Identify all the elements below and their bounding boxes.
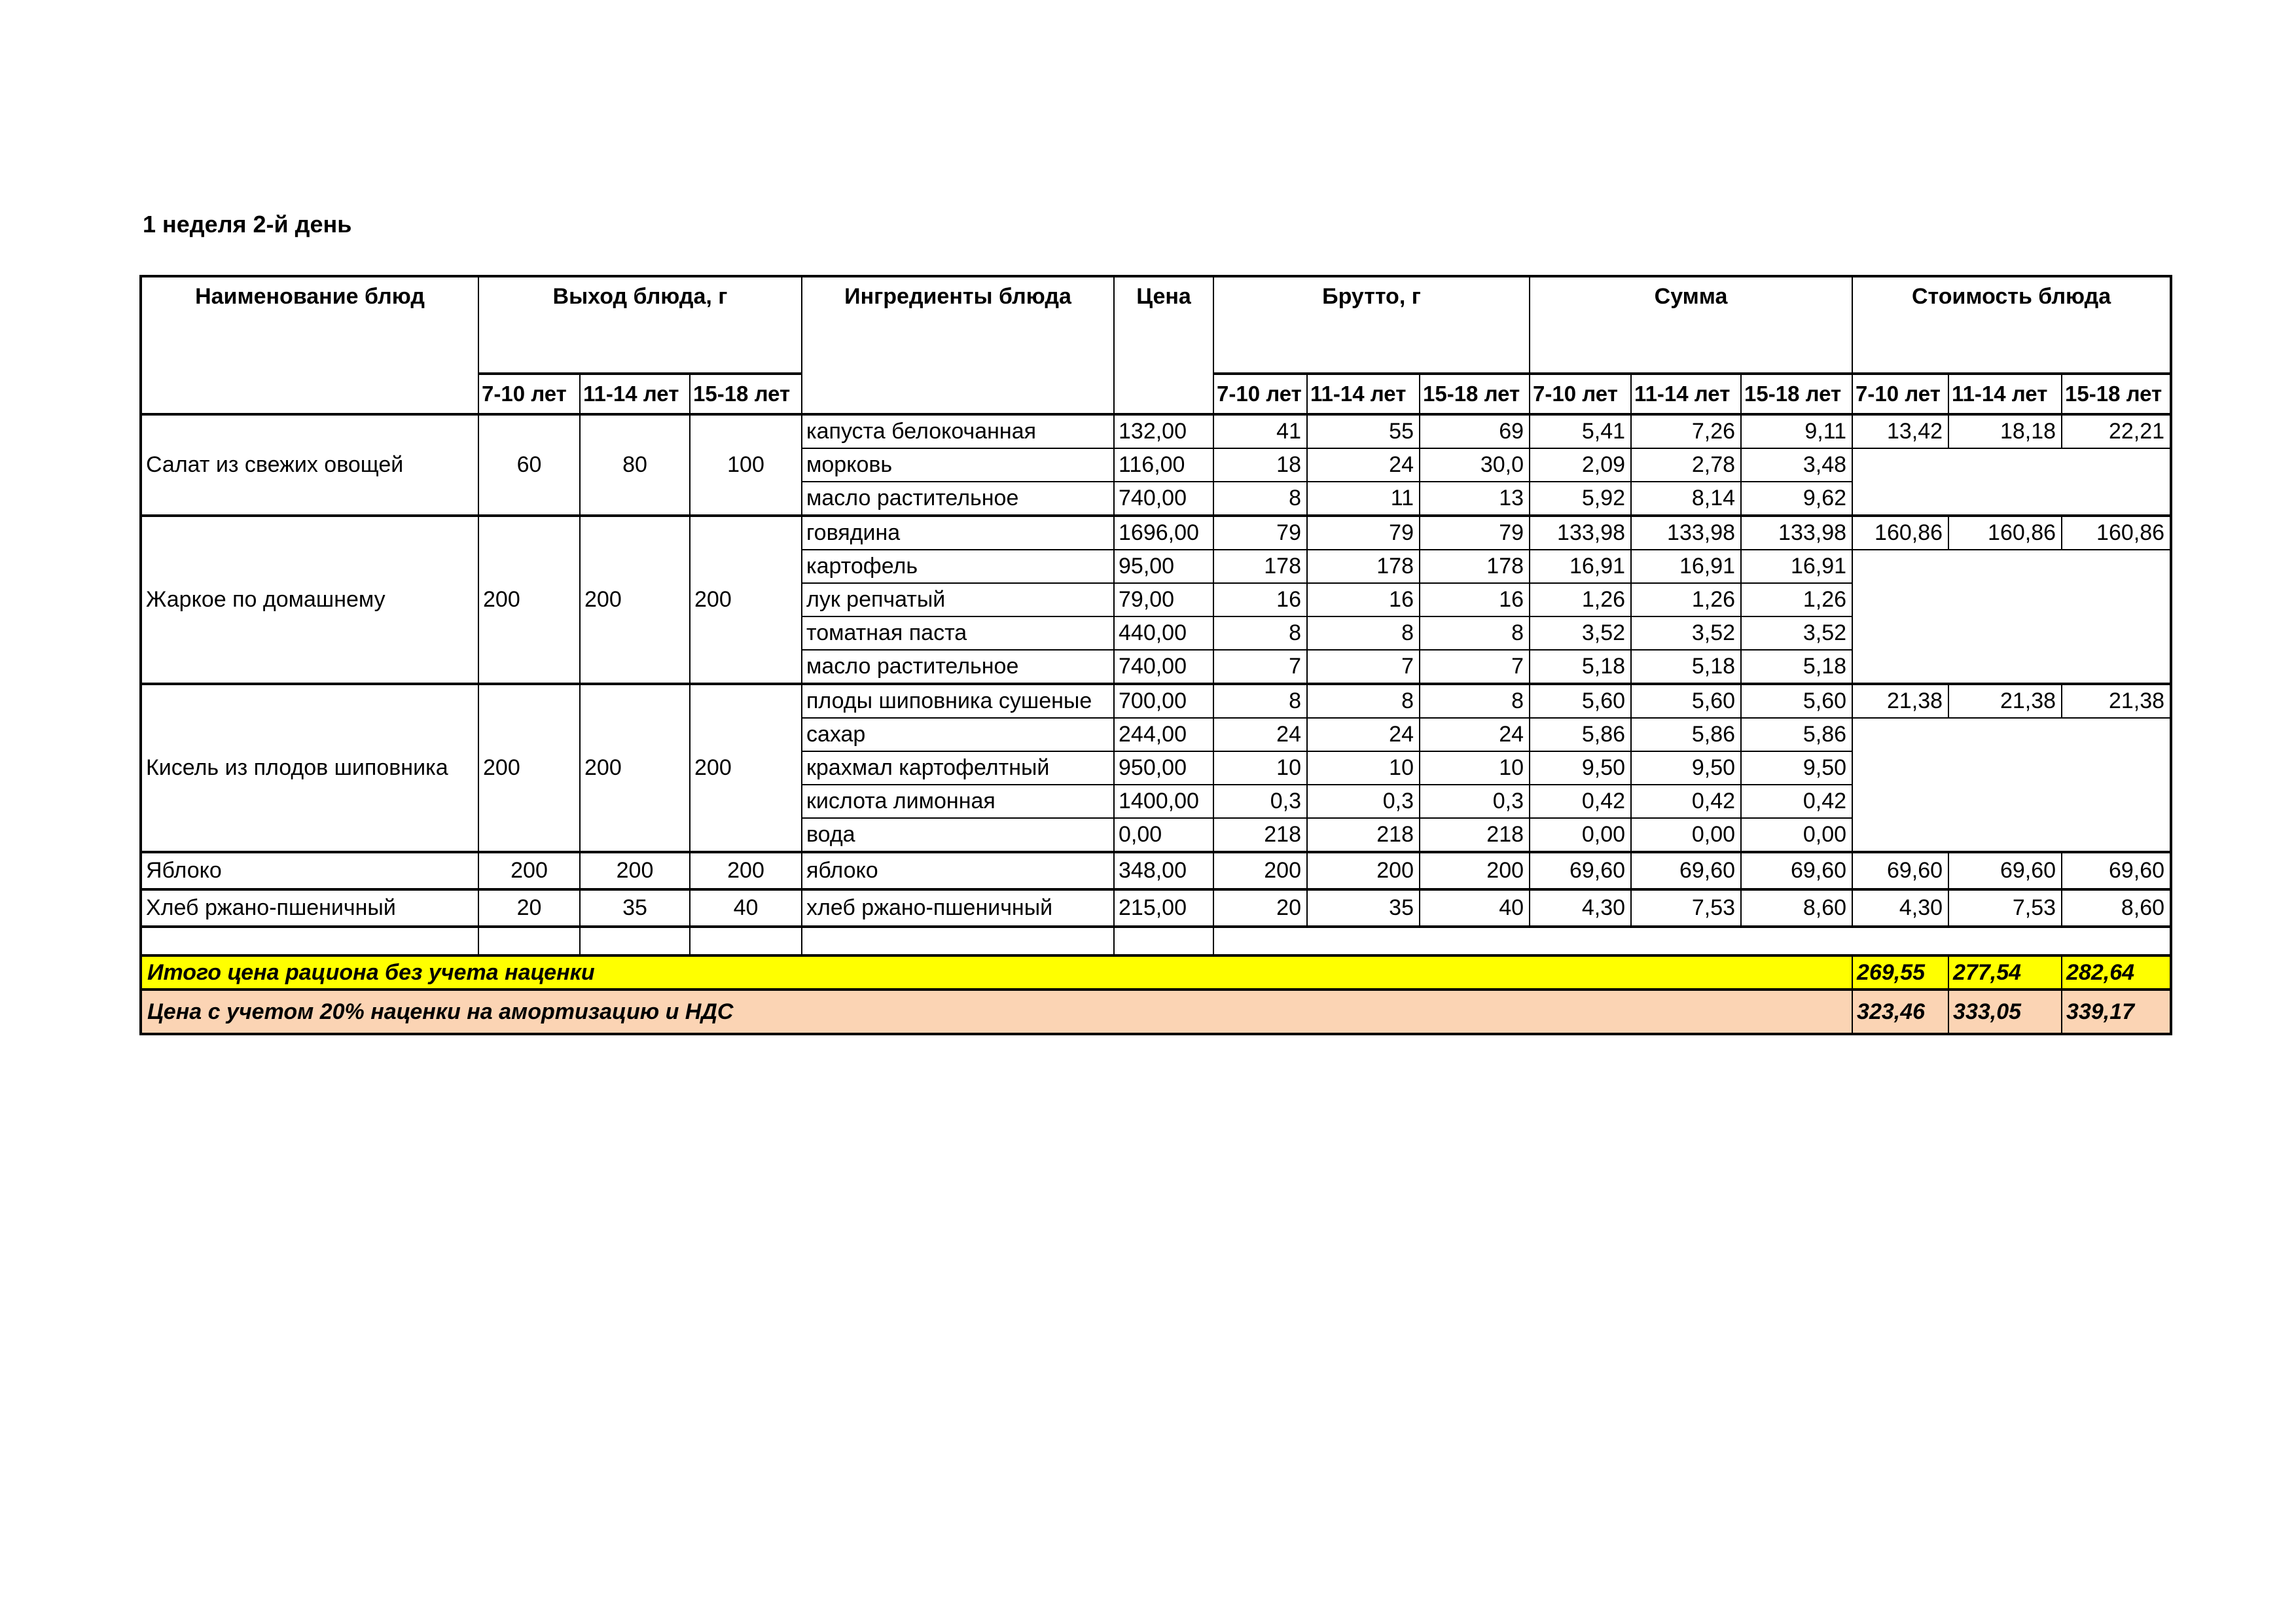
gross-value-cell: 7 (1307, 650, 1420, 684)
ingredient-name-cell: вода (802, 818, 1114, 852)
price-cell: 950,00 (1114, 751, 1213, 785)
total-row (141, 990, 2171, 1034)
gross-value-cell: 16 (1307, 583, 1420, 616)
ingredient-name-cell: томатная паста (802, 616, 1114, 650)
sum-value-cell: 9,50 (1631, 751, 1741, 785)
sum-value-cell: 1,26 (1530, 583, 1631, 616)
sum-value-cell: 1,26 (1741, 583, 1852, 616)
gross-value-cell: 16 (1420, 583, 1530, 616)
dish-name-cell: Жаркое по домашнему (141, 516, 478, 684)
total-value: 339,17 (2062, 990, 2171, 1034)
table-row (141, 516, 2171, 550)
gross-value-cell: 178 (1213, 550, 1307, 583)
gross-value-cell: 10 (1420, 751, 1530, 785)
header-gross: Брутто, г (1213, 276, 1530, 374)
gross-value-cell: 24 (1307, 448, 1420, 482)
header-price: Цена (1114, 276, 1213, 414)
sum-value-cell: 0,00 (1530, 818, 1631, 852)
price-cell: 132,00 (1114, 414, 1213, 448)
price-cell: 700,00 (1114, 684, 1213, 718)
sum-value-cell: 133,98 (1741, 516, 1852, 550)
header-ingredients: Ингредиенты блюда (802, 276, 1114, 414)
ingredient-name-cell: масло растительное (802, 650, 1114, 684)
sum-value-cell: 16,91 (1530, 550, 1631, 583)
gross-value-cell: 40 (1420, 889, 1530, 927)
price-cell: 116,00 (1114, 448, 1213, 482)
output-value-cell: 20 (478, 889, 580, 927)
price-cell: 1696,00 (1114, 516, 1213, 550)
gross-value-cell: 178 (1420, 550, 1530, 583)
output-value-cell: 40 (690, 889, 802, 927)
total-value: 323,46 (1852, 990, 1948, 1034)
total-row (141, 955, 2171, 990)
ingredient-name-cell: кислота лимонная (802, 785, 1114, 818)
header-row-groups (141, 276, 2171, 374)
output-value-cell: 200 (478, 852, 580, 889)
header-age-group: 15-18 лет (1741, 374, 1852, 414)
sum-value-cell: 5,86 (1631, 718, 1741, 751)
dish-name-cell: Хлеб ржано-пшеничный (141, 889, 478, 927)
ingredient-name-cell: яблоко (802, 852, 1114, 889)
output-value-cell: 200 (580, 852, 690, 889)
ingredient-name-cell: хлеб ржано-пшеничный (802, 889, 1114, 927)
header-age-group: 7-10 лет (1213, 374, 1307, 414)
header-age-group: 7-10 лет (478, 374, 580, 414)
gross-value-cell: 55 (1307, 414, 1420, 448)
menu-cost-table (139, 275, 2172, 1035)
price-cell: 1400,00 (1114, 785, 1213, 818)
gross-value-cell: 79 (1420, 516, 1530, 550)
output-value-cell: 60 (478, 414, 580, 516)
cost-value-cell: 21,38 (1852, 684, 1948, 718)
ingredient-name-cell: картофель (802, 550, 1114, 583)
total-value: 333,05 (1948, 990, 2062, 1034)
header-age-group: 7-10 лет (1852, 374, 1948, 414)
sum-value-cell: 5,86 (1741, 718, 1852, 751)
sum-value-cell: 8,60 (1741, 889, 1852, 927)
gross-value-cell: 8 (1307, 616, 1420, 650)
gross-value-cell: 218 (1420, 818, 1530, 852)
output-value-cell: 200 (690, 516, 802, 684)
sum-value-cell: 3,52 (1530, 616, 1631, 650)
sum-value-cell: 3,48 (1741, 448, 1852, 482)
output-value-cell: 100 (690, 414, 802, 516)
cost-empty-cell (1852, 718, 2171, 852)
header-age-group: 11-14 лет (580, 374, 690, 414)
output-value-cell: 200 (690, 852, 802, 889)
header-age-group: 7-10 лет (1530, 374, 1631, 414)
cost-value-cell: 7,53 (1948, 889, 2062, 927)
gross-value-cell: 0,3 (1420, 785, 1530, 818)
sum-value-cell: 69,60 (1530, 852, 1631, 889)
price-cell (1114, 927, 1213, 955)
gross-value-cell: 20 (1213, 889, 1307, 927)
gross-value-cell: 8 (1420, 684, 1530, 718)
total-label: Итого цена рациона без учета наценки (141, 955, 1852, 990)
price-cell: 740,00 (1114, 650, 1213, 684)
price-cell: 215,00 (1114, 889, 1213, 927)
sum-value-cell: 0,42 (1530, 785, 1631, 818)
gross-value-cell: 18 (1213, 448, 1307, 482)
gross-value-cell: 69 (1420, 414, 1530, 448)
cost-value-cell: 160,86 (2062, 516, 2171, 550)
output-value-cell: 35 (580, 889, 690, 927)
total-value: 282,64 (2062, 955, 2171, 990)
empty-merged-cell (1213, 927, 2171, 955)
cost-value-cell: 8,60 (2062, 889, 2171, 927)
gross-value-cell: 8 (1307, 684, 1420, 718)
dish-name-cell: Кисель из плодов шиповника (141, 684, 478, 852)
gross-value-cell: 8 (1213, 616, 1307, 650)
gross-value-cell: 24 (1420, 718, 1530, 751)
output-value-cell (690, 927, 802, 955)
sum-value-cell: 69,60 (1741, 852, 1852, 889)
sum-value-cell: 5,60 (1631, 684, 1741, 718)
sum-value-cell: 5,92 (1530, 482, 1631, 516)
sum-value-cell: 7,53 (1631, 889, 1741, 927)
ingredient-name-cell: сахар (802, 718, 1114, 751)
output-value-cell: 200 (690, 684, 802, 852)
gross-value-cell: 178 (1307, 550, 1420, 583)
gross-value-cell: 30,0 (1420, 448, 1530, 482)
cost-value-cell: 160,86 (1852, 516, 1948, 550)
price-cell: 0,00 (1114, 818, 1213, 852)
header-age-group: 15-18 лет (2062, 374, 2171, 414)
gross-value-cell: 8 (1213, 482, 1307, 516)
sum-value-cell: 2,09 (1530, 448, 1631, 482)
gross-value-cell: 0,3 (1213, 785, 1307, 818)
sum-value-cell: 3,52 (1741, 616, 1852, 650)
cost-value-cell: 13,42 (1852, 414, 1948, 448)
output-value-cell: 200 (580, 516, 690, 684)
price-cell: 95,00 (1114, 550, 1213, 583)
sum-value-cell: 69,60 (1631, 852, 1741, 889)
gross-value-cell: 7 (1213, 650, 1307, 684)
dish-name-cell: Салат из свежих овощей (141, 414, 478, 516)
gross-value-cell: 10 (1307, 751, 1420, 785)
cost-value-cell: 4,30 (1852, 889, 1948, 927)
sum-value-cell: 1,26 (1631, 583, 1741, 616)
sum-value-cell: 3,52 (1631, 616, 1741, 650)
sum-value-cell: 4,30 (1530, 889, 1631, 927)
dish-name-cell: Яблоко (141, 852, 478, 889)
sum-value-cell: 9,11 (1741, 414, 1852, 448)
cost-empty-cell (1852, 448, 2171, 516)
sum-value-cell: 0,42 (1741, 785, 1852, 818)
cost-empty-cell (1852, 550, 2171, 684)
sum-value-cell: 0,00 (1741, 818, 1852, 852)
sum-value-cell: 0,42 (1631, 785, 1741, 818)
cost-value-cell: 69,60 (2062, 852, 2171, 889)
gross-value-cell: 200 (1420, 852, 1530, 889)
cost-value-cell: 69,60 (1852, 852, 1948, 889)
sum-value-cell: 9,50 (1530, 751, 1631, 785)
empty-row (141, 927, 2171, 955)
cost-value-cell: 69,60 (1948, 852, 2062, 889)
price-cell: 348,00 (1114, 852, 1213, 889)
gross-value-cell: 11 (1307, 482, 1420, 516)
price-cell: 79,00 (1114, 583, 1213, 616)
total-value: 269,55 (1852, 955, 1948, 990)
output-value-cell: 200 (580, 684, 690, 852)
sum-value-cell: 5,18 (1530, 650, 1631, 684)
output-value-cell (478, 927, 580, 955)
header-age-group: 15-18 лет (690, 374, 802, 414)
gross-value-cell: 0,3 (1307, 785, 1420, 818)
gross-value-cell: 218 (1307, 818, 1420, 852)
dish-name-cell (141, 927, 478, 955)
sum-value-cell: 5,18 (1631, 650, 1741, 684)
sum-value-cell: 5,60 (1741, 684, 1852, 718)
header-cost: Стоимость блюда (1852, 276, 2171, 374)
total-value: 277,54 (1948, 955, 2062, 990)
gross-value-cell: 8 (1420, 616, 1530, 650)
cost-value-cell: 21,38 (2062, 684, 2171, 718)
gross-value-cell: 24 (1213, 718, 1307, 751)
cost-value-cell: 22,21 (2062, 414, 2171, 448)
cost-value-cell: 160,86 (1948, 516, 2062, 550)
gross-value-cell: 13 (1420, 482, 1530, 516)
price-cell: 440,00 (1114, 616, 1213, 650)
sum-value-cell: 133,98 (1631, 516, 1741, 550)
sum-value-cell: 16,91 (1631, 550, 1741, 583)
gross-value-cell: 10 (1213, 751, 1307, 785)
ingredient-name-cell: капуста белокочанная (802, 414, 1114, 448)
gross-value-cell: 16 (1213, 583, 1307, 616)
gross-value-cell: 200 (1307, 852, 1420, 889)
cost-value-cell: 18,18 (1948, 414, 2062, 448)
sum-value-cell: 0,00 (1631, 818, 1741, 852)
header-age-group: 11-14 лет (1948, 374, 2062, 414)
header-sum: Сумма (1530, 276, 1852, 374)
table-row (141, 414, 2171, 448)
gross-value-cell: 218 (1213, 818, 1307, 852)
sum-value-cell: 16,91 (1741, 550, 1852, 583)
gross-value-cell: 79 (1213, 516, 1307, 550)
sum-value-cell: 133,98 (1530, 516, 1631, 550)
page-title: 1 неделя 2-й день (143, 211, 352, 238)
header-age-group: 15-18 лет (1420, 374, 1530, 414)
sum-value-cell: 9,62 (1741, 482, 1852, 516)
ingredient-name-cell: лук репчатый (802, 583, 1114, 616)
ingredient-name-cell: масло растительное (802, 482, 1114, 516)
cost-value-cell: 21,38 (1948, 684, 2062, 718)
gross-value-cell: 200 (1213, 852, 1307, 889)
sum-value-cell: 7,26 (1631, 414, 1741, 448)
gross-value-cell: 35 (1307, 889, 1420, 927)
output-value-cell: 200 (478, 684, 580, 852)
output-value-cell (580, 927, 690, 955)
sum-value-cell: 8,14 (1631, 482, 1741, 516)
gross-value-cell: 24 (1307, 718, 1420, 751)
header-output: Выход блюда, г (478, 276, 802, 374)
sum-value-cell: 5,18 (1741, 650, 1852, 684)
sum-value-cell: 9,50 (1741, 751, 1852, 785)
total-label: Цена с учетом 20% наценки на амортизацию и НДС (141, 990, 1852, 1034)
header-age-group: 11-14 лет (1631, 374, 1741, 414)
header-dish: Наименование блюд (141, 276, 478, 414)
table-row (141, 889, 2171, 927)
gross-value-cell: 79 (1307, 516, 1420, 550)
sum-value-cell: 5,60 (1530, 684, 1631, 718)
output-value-cell: 200 (478, 516, 580, 684)
gross-value-cell: 7 (1420, 650, 1530, 684)
table-row (141, 852, 2171, 889)
output-value-cell: 80 (580, 414, 690, 516)
sum-value-cell: 2,78 (1631, 448, 1741, 482)
price-cell: 244,00 (1114, 718, 1213, 751)
ingredient-name-cell: плоды шиповника сушеные (802, 684, 1114, 718)
sum-value-cell: 5,86 (1530, 718, 1631, 751)
gross-value-cell: 8 (1213, 684, 1307, 718)
ingredient-name-cell (802, 927, 1114, 955)
price-cell: 740,00 (1114, 482, 1213, 516)
ingredient-name-cell: крахмал картофелтный (802, 751, 1114, 785)
gross-value-cell: 41 (1213, 414, 1307, 448)
ingredient-name-cell: морковь (802, 448, 1114, 482)
ingredient-name-cell: говядина (802, 516, 1114, 550)
header-age-group: 11-14 лет (1307, 374, 1420, 414)
sum-value-cell: 5,41 (1530, 414, 1631, 448)
table-row (141, 684, 2171, 718)
